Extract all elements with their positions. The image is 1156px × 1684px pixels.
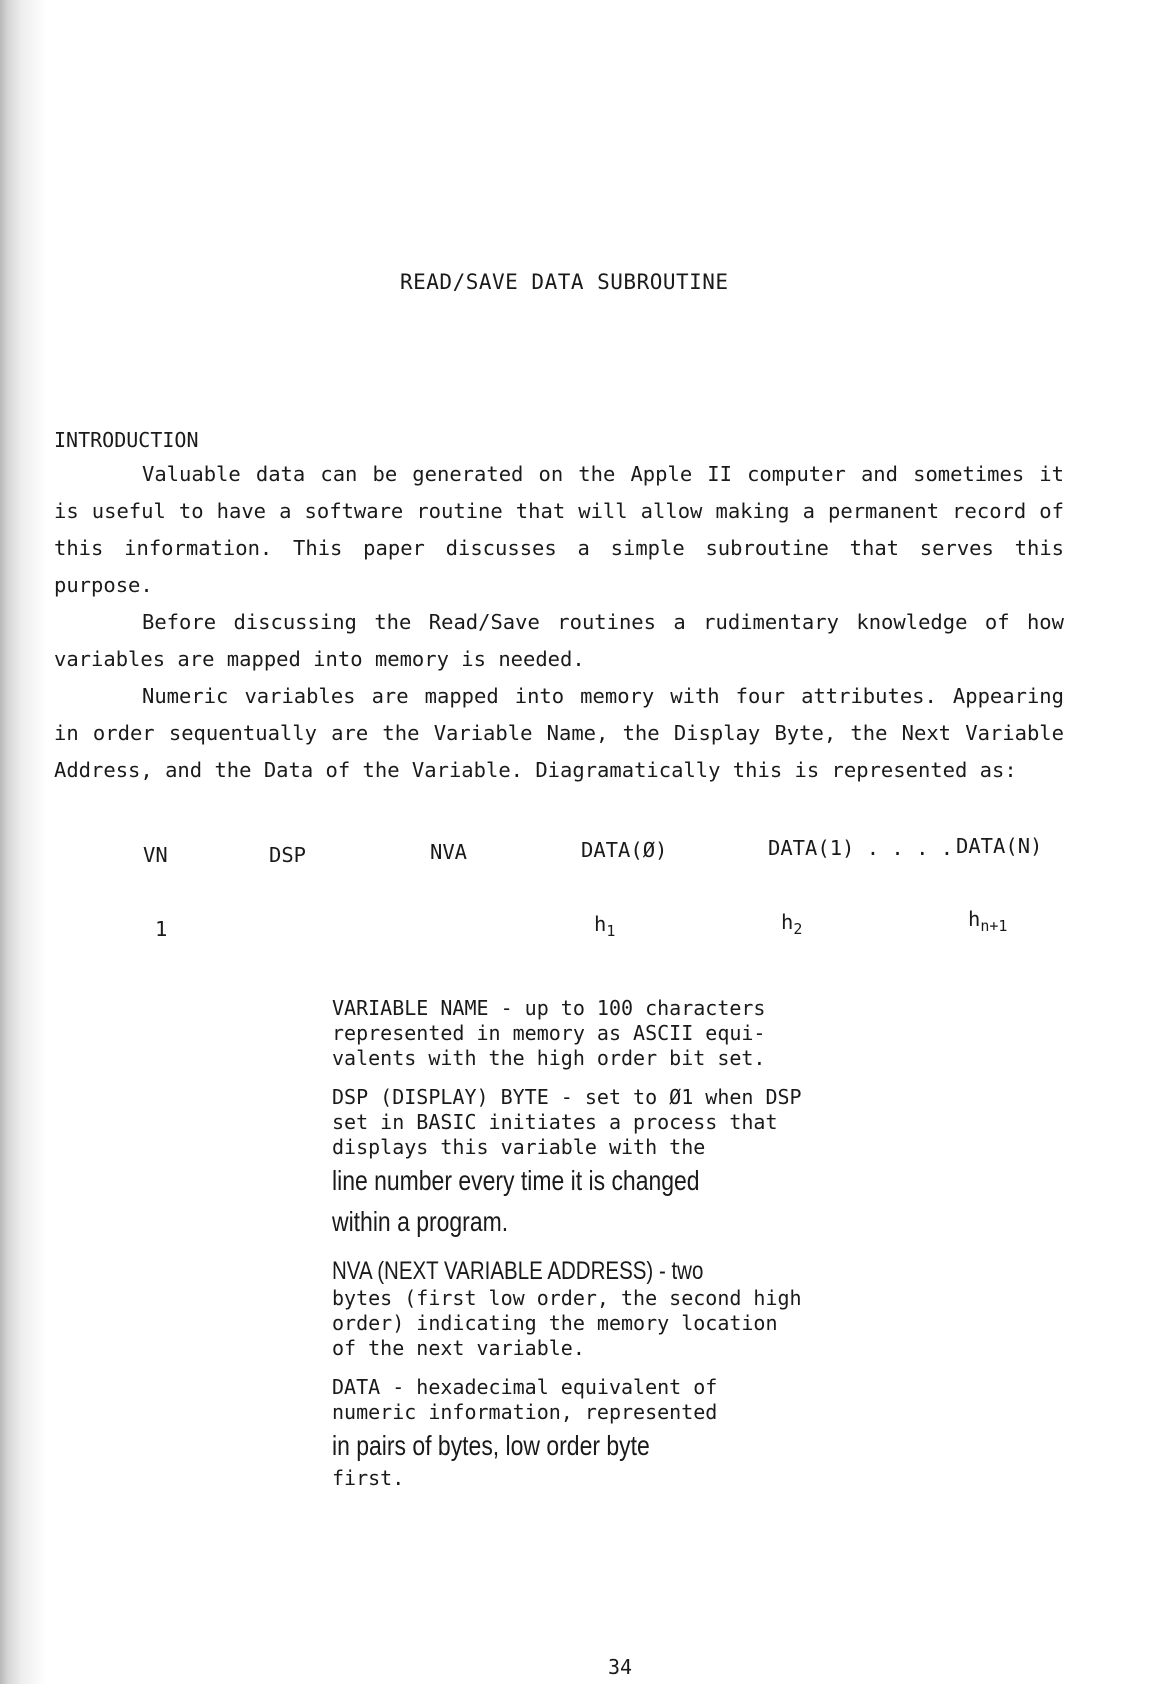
diagram-vn-value: 1 [155, 917, 168, 941]
page-title: READ/SAVE DATA SUBROUTINE [400, 270, 729, 294]
definitions-list [332, 996, 802, 1505]
diagram-h2: $h_2$ [781, 910, 803, 939]
diagram-label-nva: NVA [430, 840, 468, 864]
definition-variable-name: VARIABLE NAME - up to 100 characters represented in memory as ASCII equi- valents with the high order bit set. [332, 996, 766, 1070]
intro-body [54, 456, 1064, 789]
page-edge-shadow [0, 0, 46, 1684]
diagram-h1: $h_1$ [594, 912, 616, 941]
definition-data [332, 1375, 802, 1491]
definition-data-text: DATA - hexadecimal equivalent of numeric information, represented [332, 1375, 718, 1424]
definition-nva-text: bytes (first low order, the second high order) indicating the memory location of the next variable. [332, 1286, 802, 1360]
page-number: 34 [608, 1655, 633, 1679]
paragraph-1: Valuable data can be generated on the Apple II computer and sometimes it is useful to have a software routine that will allow making a permanent record of this information. This paper discusses a simple subroutine that serves this purpose. [54, 462, 1064, 597]
definition-nva-heading: NVA (NEXT VARIABLE ADDRESS) - two [332, 1257, 704, 1285]
paragraph-3: Numeric variables are mapped into memory with four attributes. Appearing in order sequentually are the Variable Name, the Display Byte, the Next Variable Address, and the Data of the Variable. Diagramatically this is represented as: [54, 684, 1064, 782]
definition-dsp-text: DSP (DISPLAY) BYTE - set to Ø1 when DSP set in BASIC initiates a process that displays this variable with the [332, 1085, 802, 1159]
paragraph-2: Before discussing the Read/Save routines a rudimentary knowledge of how variables are mapped into memory is needed. [54, 610, 1064, 671]
definition-dsp [332, 1085, 802, 1242]
definition-data-tail: first. [332, 1466, 405, 1490]
definition-dsp-large-line2: within a program. [332, 1206, 509, 1237]
diagram-label-vn: VN [143, 843, 168, 867]
diagram-label-data0: DATA(Ø) [581, 838, 668, 862]
definition-dsp-large-line1: line number every time it is changed [332, 1165, 700, 1196]
definition-data-large: in pairs of bytes, low order byte [332, 1430, 650, 1461]
definition-nva [332, 1256, 802, 1361]
diagram-hn1: $h_{n+1}$ [968, 907, 1008, 936]
section-heading: INTRODUCTION [54, 428, 199, 452]
diagram-label-dsp: DSP [269, 843, 307, 867]
diagram-label-datan: DATA(N) [956, 834, 1043, 858]
diagram-label-data1: DATA(1) . . . . [768, 836, 954, 860]
